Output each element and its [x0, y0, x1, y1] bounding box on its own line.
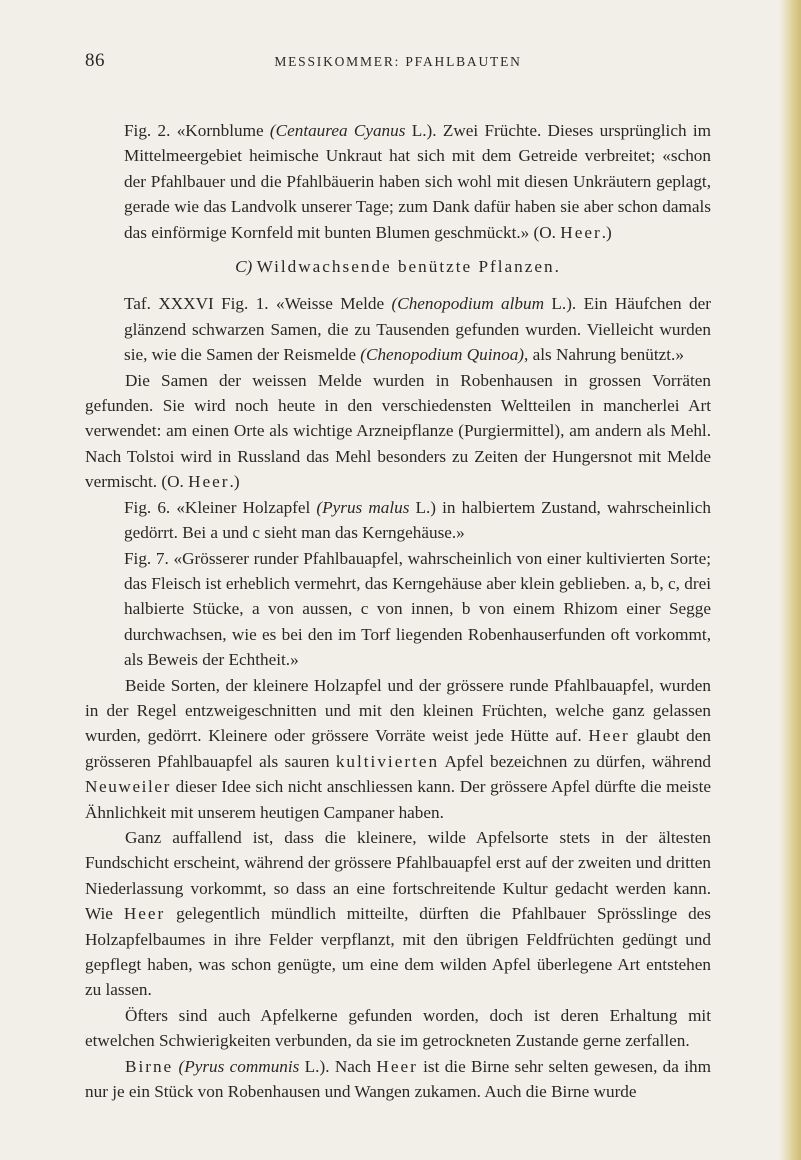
emphasis-word: kultivierten: [335, 751, 440, 771]
running-head: MESSIKOMMER: PFAHLBAUTEN: [274, 54, 522, 69]
fig-2-lead: Fig. 2. «Kornblume: [124, 121, 270, 140]
fig-6-caption: [85, 495, 711, 546]
fig-6-text: L.) in halbiertem Zustand, wahrscheinlich gedörrt. Bei a und c sieht man das Kerngehäuse.»: [124, 497, 711, 543]
fig-7-caption: [85, 546, 711, 673]
birne-heading: Birne: [125, 1056, 174, 1076]
birne-text-1: L.). Nach: [299, 1056, 377, 1076]
ganz-text-1: Ganz auffallend ist, dass die kleinere, wilde Apfelsorte stets in der ältesten Fundschicht erscheint, während der grössere Pfahlbauapfel erst auf der zweiten und dritten Niederlassung vorkommt, so dass an eine fortschreitende Kultur gedacht werden kann. Wie: [85, 827, 711, 924]
fig-6-species: (Pyrus malus: [316, 497, 410, 517]
melde-text: Die Samen der weissen Melde wurden in Robenhausen in grossen Vorräten gefunden. Sie wird noch heute in den verschiedensten Weltteilen in mancherlei Art verwendet: am einen Orte als wichtige Arzneipflanze (Purgiermittel), am andern als Mehl. Nach Tolstoi wird in Russland das Mehl besonders zu Zeiten der Hungersnot mit Melde vermischt. (O.: [85, 370, 711, 492]
fig-2-text: L.). Zwei Früchte. Dieses ursprünglich im Mittelmeergebiet heimische Unkraut hat sich mit dem Getreide verbreitet; «schon der Pfahlbauer und die Pfahlbäuerin haben sich wohl mit diesen Unkräutern geplagt, gerade wie das Landvolk unserer Tage; zum Dank dafür haben sie aber schon damals das einförmige Kornfeld mit bunten Blumen geschmückt.» (O.: [124, 121, 711, 242]
author-name: Heer: [588, 726, 630, 746]
taf-caption: [85, 291, 711, 367]
page-number: 86: [85, 50, 105, 71]
author-name: Heer: [188, 472, 230, 492]
fig-2-caption: [85, 118, 711, 245]
birne-paragraph: [85, 1054, 711, 1105]
ganz-paragraph: [85, 825, 711, 1003]
fig-2-end: .): [601, 222, 612, 242]
birne-species: (Pyrus communis: [178, 1056, 300, 1076]
beide-paragraph: [85, 673, 711, 825]
melde-end: .): [229, 472, 240, 492]
taf-species-1: (Chenopodium album: [391, 294, 545, 314]
taf-end: , als Nahrung benützt.»: [524, 345, 684, 365]
section-letter: C): [235, 257, 253, 277]
taf-text: L.). Ein Häufchen der glänzend schwarzen Samen, die zu Tausenden gefunden wurden. Vielleicht wurden sie, wie die Samen der Reismelde: [124, 294, 711, 365]
page-edge-shadow: [779, 0, 801, 1160]
section-heading: [85, 245, 711, 291]
beide-text-4: dieser Idee sich nicht anschliessen kann. Der grössere Apfel dürfte die meiste Ähnlichkeit mit unserem heutigen Campaner haben.: [85, 777, 711, 822]
fig-2-species: (Centaurea Cyanus: [269, 121, 406, 140]
ganz-text-2: gelegentlich mündlich mitteilte, dürften die Pfahlbauer Sprösslinge des Holzapfelbaumes in ihre Felder verpflanzt, mit den übrigen Feldfrüchten gedüngt und gepflegt haben, was schon genügte, um eine dem wilden Apfel überlegene Art entstehen zu lassen.: [85, 904, 711, 1000]
author-name: Heer: [376, 1056, 418, 1076]
page-header: [85, 50, 711, 76]
beide-text-1: Beide Sorten, der kleinere Holzapfel und der grössere runde Pfahlbauapfel, wurden in der Regel entzweigeschnitten und mit den kleinen Früchten, welche ganz gelassen wurden, gedörrt. Kleinere oder grössere Vorräte weist jede Hütte auf.: [85, 675, 711, 746]
beide-text-2: glaubt den grösseren Pfahlbauapfel als sauren: [85, 726, 711, 771]
section-title: Wildwachsende benützte Pflanzen.: [256, 257, 561, 277]
beide-text-3: Apfel bezeichnen zu dürfen, während: [439, 751, 712, 771]
oefters-paragraph: [85, 1003, 711, 1054]
birne-text-2: ist die Birne sehr selten gewesen, da ihm nur je ein Stück von Robenhausen und Wangen zukamen. Auch die Birne wurde: [85, 1056, 711, 1102]
body-text: [85, 118, 711, 1104]
fig-6-lead: Fig. 6. «Kleiner Holzapfel: [124, 497, 317, 517]
fig-7-text: Fig. 7. «Grösserer runder Pfahlbauapfel, wahrscheinlich von einer kultivierten Sorte; das Fleisch ist erheblich vermehrt, das Kerngehäuse aber klein geblieben. a, b, c, drei halbierte Stücke, a von aussen, c von innen, b von einem Rhizom einer Segge durchwachsen, wie es bei den im Torf liegenden Robenhauserfunden oft vorkommt, als Beweis der Echtheit.»: [124, 548, 711, 670]
melde-paragraph: [85, 368, 711, 495]
oefters-text: Öfters sind auch Apfelkerne gefunden worden, doch ist deren Erhaltung mit etwelchen Schwierigkeiten verbunden, da sie im getrockneten Zustande gerne zerfallen.: [85, 1005, 711, 1051]
taf-lead: Taf. XXXVI Fig. 1. «Weisse Melde: [124, 294, 392, 314]
author-name: Heer: [123, 904, 166, 924]
taf-species-2: (Chenopodium Quinoa): [360, 345, 525, 365]
author-name: Neuweiler: [85, 777, 171, 797]
author-name: Heer: [560, 222, 602, 242]
